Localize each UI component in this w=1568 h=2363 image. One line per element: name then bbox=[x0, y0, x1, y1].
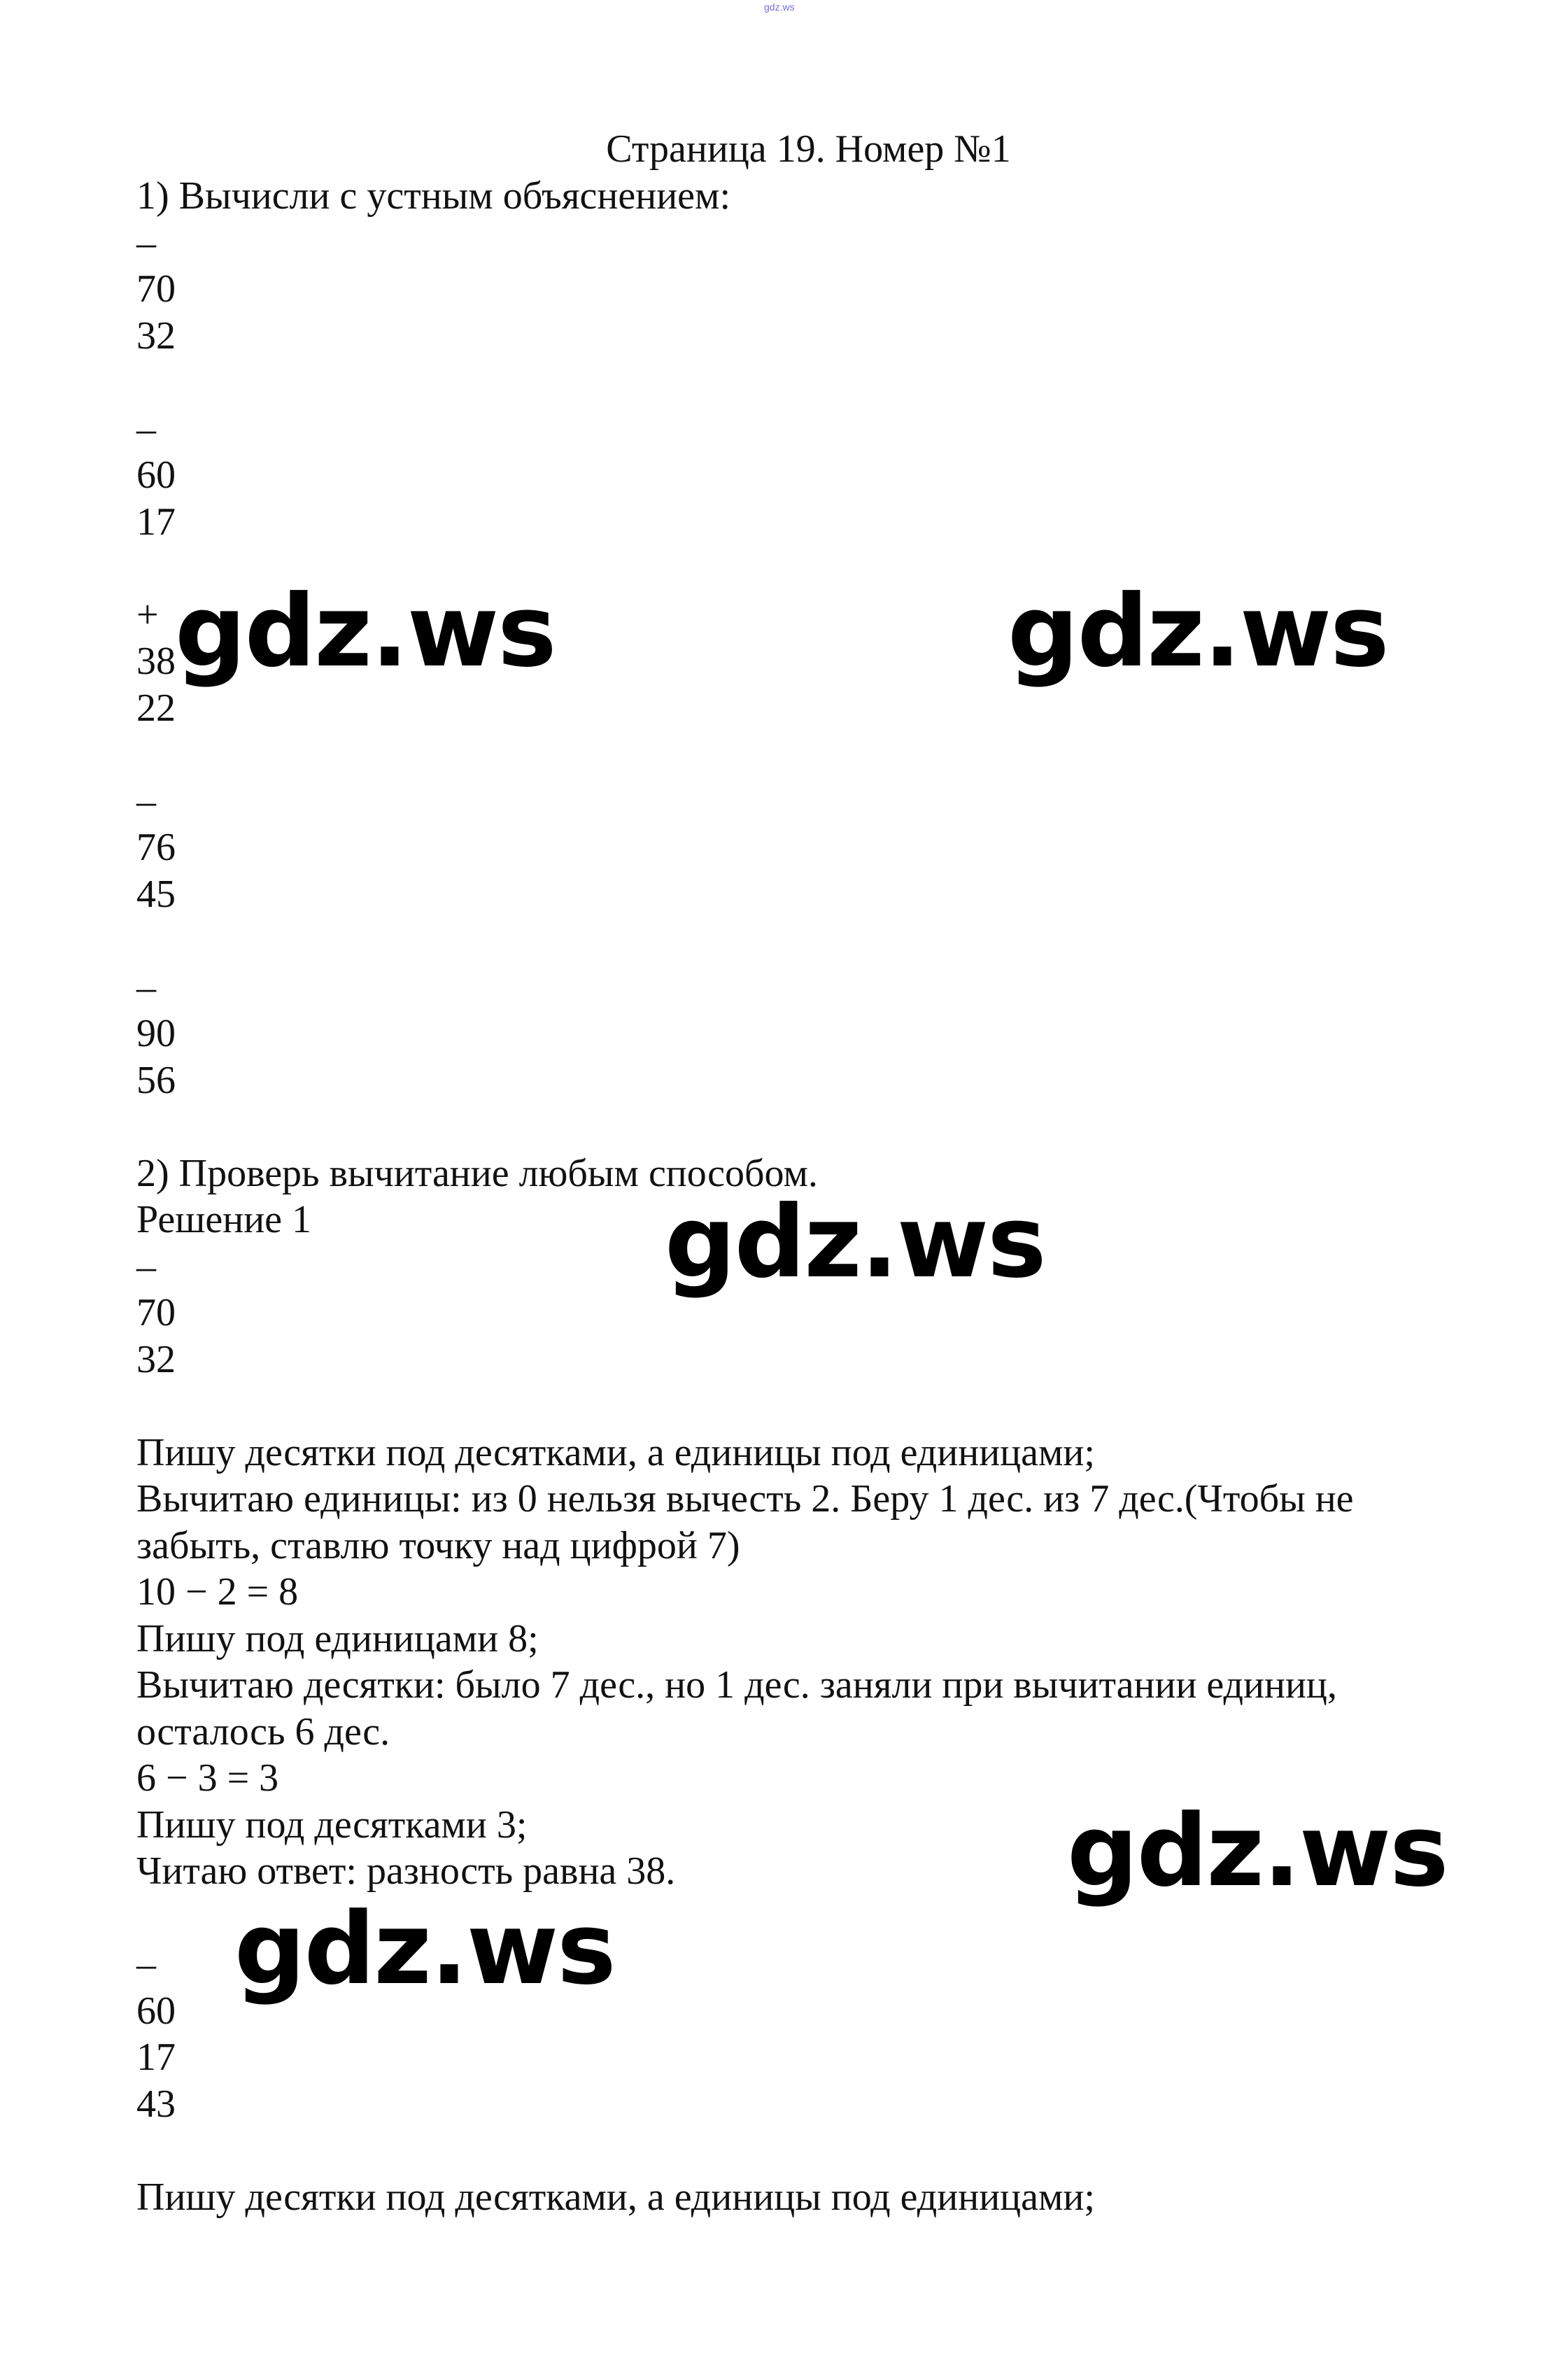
problem-5-minuend: 90 bbox=[136, 1012, 176, 1055]
problem-3-addend-1: 38 bbox=[136, 640, 176, 683]
explanation-line: забыть, ставлю точку над цифрой 7) bbox=[136, 1523, 740, 1567]
explanation-line: Пишу десятки под десятками, а единицы под единицами; bbox=[136, 1430, 1095, 1474]
explanation-line: Вычитаю единицы: из 0 нельзя вычесть 2. Беру 1 дес. из 7 дес.(Чтобы не bbox=[136, 1477, 1354, 1521]
problem-5-operator: – bbox=[136, 965, 156, 1009]
example-1-operator: – bbox=[136, 1244, 156, 1288]
spacer bbox=[136, 731, 1438, 778]
explanation-line: Вычитаю десятки: было 7 дес., но 1 дес. заняли при вычитании единиц, bbox=[136, 1663, 1337, 1707]
problem-5-subtrahend: 56 bbox=[136, 1058, 176, 1102]
problem-1-subtrahend: 32 bbox=[136, 313, 176, 358]
problem-4-minuend: 76 bbox=[136, 826, 176, 869]
spacer bbox=[136, 1103, 1438, 1150]
problem-1-minuend: 70 bbox=[136, 267, 176, 311]
watermark-logo: gdz.ws bbox=[665, 1185, 1045, 1300]
page-title: Страница 19. Номер №1 bbox=[606, 127, 1011, 171]
spacer bbox=[136, 359, 1438, 406]
explanation-line: Пишу десятки под десятками, а единицы под единицами; bbox=[136, 2175, 1095, 2219]
example-1-minuend: 70 bbox=[136, 1291, 176, 1334]
explanation-line: 6 − 3 = 3 bbox=[136, 1756, 279, 1800]
watermark-logo: gdz.ws bbox=[1008, 574, 1388, 689]
example-2-result: 43 bbox=[136, 2082, 176, 2126]
problem-2-subtrahend: 17 bbox=[136, 500, 176, 544]
explanation-line: Пишу под единицами 8; bbox=[136, 1616, 539, 1660]
solution-label: Решение 1 bbox=[136, 1198, 312, 1241]
problem-3-addend-2: 22 bbox=[136, 686, 176, 730]
spacer bbox=[136, 917, 1438, 964]
task1-heading: 1) Вычисли с устным объяснением: bbox=[136, 174, 731, 218]
spacer bbox=[136, 1383, 1438, 1430]
top-watermark-mark: gdz.ws bbox=[764, 1, 795, 13]
explanation-line: Читаю ответ: разность равна 38. bbox=[136, 1849, 676, 1893]
watermark-logo: gdz.ws bbox=[175, 574, 556, 689]
problem-4-operator: – bbox=[136, 779, 156, 823]
example-2-operator: – bbox=[136, 1942, 156, 1986]
explanation-line: Пишу под десятками 3; bbox=[136, 1803, 528, 1847]
explanation-line: 10 − 2 = 8 bbox=[136, 1570, 299, 1614]
problem-4-subtrahend: 45 bbox=[136, 872, 176, 916]
problem-2-minuend: 60 bbox=[136, 453, 176, 497]
spacer bbox=[136, 2127, 1438, 2174]
explanation-line: осталось 6 дес. bbox=[136, 1709, 390, 1754]
example-2-minuend: 60 bbox=[136, 1989, 176, 2033]
watermark-logo: gdz.ws bbox=[1067, 1793, 1448, 1909]
problem-2-operator: – bbox=[136, 407, 156, 451]
problem-3-operator: + bbox=[136, 593, 159, 637]
watermark-logo: gdz.ws bbox=[234, 1891, 615, 2007]
example-1-subtrahend: 32 bbox=[136, 1337, 176, 1381]
problem-1-operator: – bbox=[136, 220, 156, 264]
task2-heading: 2) Проверь вычитание любым способом. bbox=[136, 1151, 818, 1195]
example-2-subtrahend: 17 bbox=[136, 2036, 176, 2079]
